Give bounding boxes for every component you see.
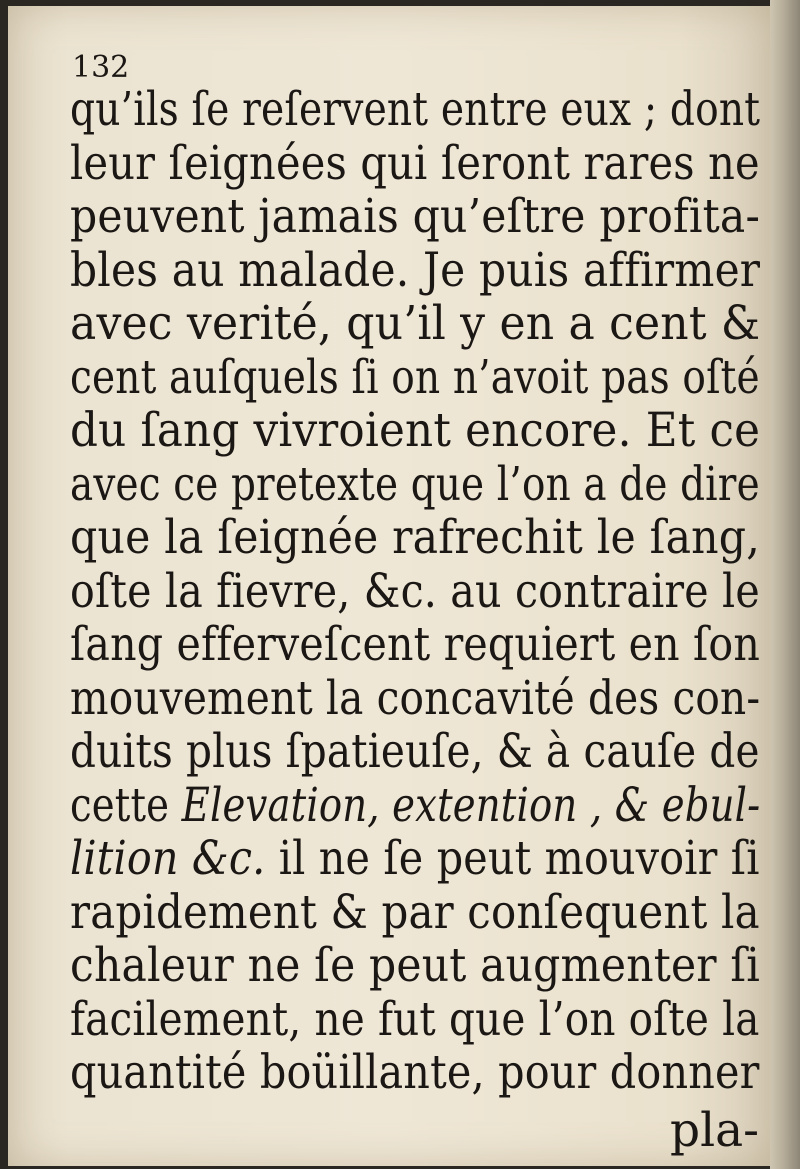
text-line: du ſang vivroient encore. Et ce	[70, 403, 761, 458]
text-line: cent auſquels ſi on n’avoit pas oſté	[70, 349, 760, 405]
text-line	[70, 777, 761, 833]
text-line: facilement, ne fut que l’on oſte la	[70, 991, 760, 1047]
text-italic: Elevation, extention , & ebul-	[181, 777, 761, 833]
page-number: 132	[72, 50, 130, 85]
text-line: duits plus ſpatieuſe, & à cauſe de	[70, 724, 760, 779]
text-line: peuvent jamais qu’eſtre profita-	[70, 189, 760, 244]
text-line: qu’ils ſe reſervent entre eux ; dont	[70, 82, 761, 137]
text-line: avec ce pretexte que l’on a de dire	[70, 456, 760, 512]
text-line: avec verité, qu’il y en a cent &	[70, 296, 761, 351]
text-italic: lition &c.	[70, 831, 266, 886]
text-line: rapidement & par conſequent la	[70, 884, 760, 940]
text-line: que la ſeignée rafrechit le ſang,	[70, 510, 760, 565]
book-gutter	[770, 0, 800, 1169]
text-line: bles au malade. Je puis affirmer	[70, 242, 761, 298]
book-page	[8, 6, 770, 1166]
text-line: leur ſeignées qui ſeront rares ne	[70, 135, 760, 191]
text-line	[70, 831, 760, 886]
text-roman: cette	[70, 777, 182, 833]
text-line: chaleur ne ſe peut augmenter ſi	[70, 938, 761, 993]
text-line: quantité boüillante, pour donner	[70, 1045, 760, 1100]
text-roman: il ne ſe peut mouvoir ſi	[265, 831, 760, 886]
text-line: oſte la fievre, &c. au contraire le	[70, 563, 760, 619]
text-line: ſang efferveſcent requiert en ſon	[70, 617, 760, 672]
catchword: pla-	[670, 1102, 760, 1158]
text-line: mouvement la concavité des con-	[70, 670, 761, 726]
